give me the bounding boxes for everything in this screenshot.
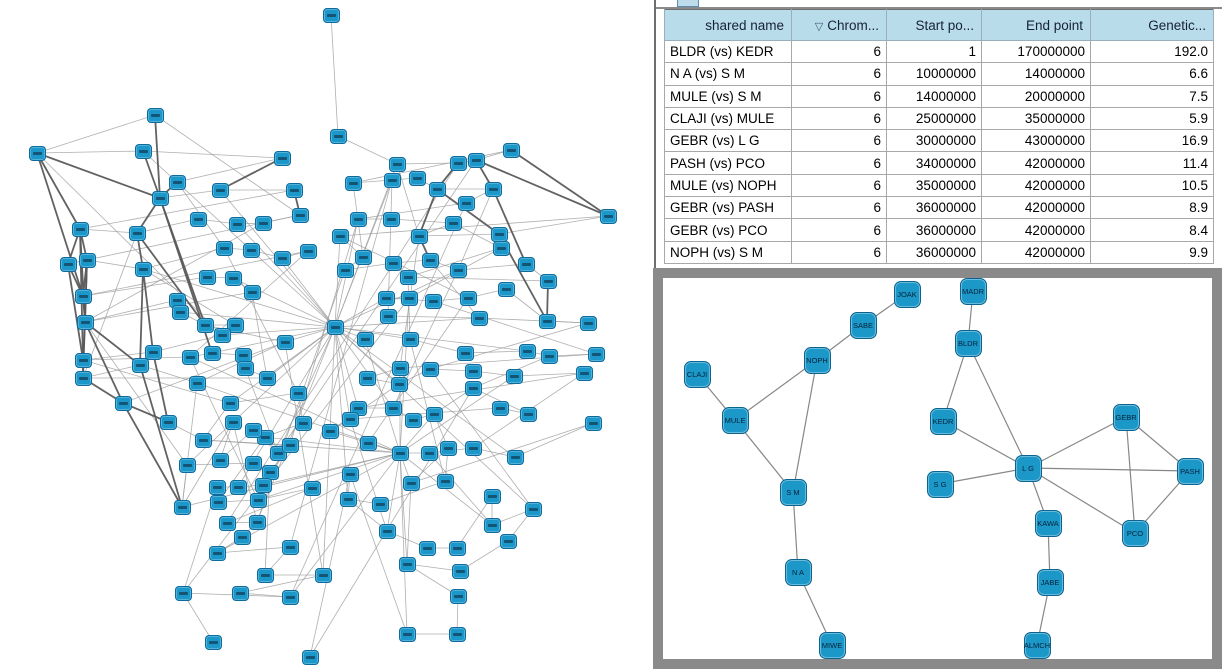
column-header-chromosome[interactable]: ▽ Chrom... xyxy=(792,10,887,41)
graph-node[interactable] xyxy=(232,586,249,601)
graph-edge xyxy=(237,224,335,327)
graph-node[interactable] xyxy=(332,229,349,244)
graph-edge xyxy=(85,300,177,322)
table-row[interactable] xyxy=(665,174,1214,196)
graph-node[interactable] xyxy=(429,182,446,197)
graph-node[interactable] xyxy=(384,173,401,188)
graph-node[interactable] xyxy=(129,226,146,241)
graph-node[interactable] xyxy=(172,305,189,320)
graph-node[interactable] xyxy=(234,530,251,545)
graph-node[interactable] xyxy=(209,480,226,495)
graph-node[interactable] xyxy=(274,251,291,266)
graph-edge xyxy=(85,322,187,465)
graph-node-pash[interactable]: PASH xyxy=(1177,458,1204,485)
table-row[interactable] xyxy=(665,41,1214,63)
graph-node[interactable] xyxy=(29,146,46,161)
graph-node[interactable] xyxy=(274,151,291,166)
cell-shared-name: NOPH (vs) S M xyxy=(665,241,792,263)
graph-node-kedr[interactable]: KEDR xyxy=(930,408,957,435)
cell-start: 14000000 xyxy=(887,85,982,107)
cell-chromosome: 6 xyxy=(792,85,887,107)
graph-node[interactable] xyxy=(498,282,515,297)
graph-node[interactable] xyxy=(392,446,409,461)
graph-node[interactable] xyxy=(175,586,192,601)
graph-node[interactable] xyxy=(380,309,397,324)
graph-node-jabe[interactable]: JABE xyxy=(1037,569,1064,596)
cell-end: 35000000 xyxy=(982,107,1091,129)
graph-node[interactable] xyxy=(492,401,509,416)
graph-node[interactable] xyxy=(460,291,477,306)
table-body xyxy=(665,41,1214,264)
graph-node[interactable] xyxy=(214,328,231,343)
graph-node[interactable] xyxy=(257,568,274,583)
graph-node[interactable] xyxy=(169,175,186,190)
graph-node[interactable] xyxy=(210,495,227,510)
graph-node[interactable] xyxy=(580,316,597,331)
panel-divider[interactable] xyxy=(654,0,656,268)
graph-edge xyxy=(37,153,222,335)
cell-chromosome: 6 xyxy=(792,41,887,63)
cell-shared-name: MULE (vs) S M xyxy=(665,85,792,107)
cell-end: 42000000 xyxy=(982,219,1091,241)
graph-node[interactable] xyxy=(449,627,466,642)
graph-node[interactable] xyxy=(205,635,222,650)
graph-node[interactable] xyxy=(244,285,261,300)
graph-edge xyxy=(331,15,338,136)
graph-node[interactable] xyxy=(290,386,307,401)
graph-node[interactable] xyxy=(411,229,428,244)
graph-node[interactable] xyxy=(588,347,605,362)
graph-node-madr[interactable]: MADR xyxy=(960,278,987,305)
graph-node[interactable] xyxy=(75,353,92,368)
cell-genetic: 6.6 xyxy=(1091,63,1214,85)
graph-node-noph[interactable]: NOPH xyxy=(804,347,831,374)
graph-node[interactable] xyxy=(440,441,457,456)
cell-shared-name: PASH (vs) PCO xyxy=(665,152,792,174)
cell-end: 42000000 xyxy=(982,174,1091,196)
graph-node-claji[interactable]: CLAJI xyxy=(684,361,711,388)
graph-node[interactable] xyxy=(506,369,523,384)
column-header-end-point[interactable]: End point xyxy=(982,10,1091,41)
graph-node-miwe[interactable]: MIWE xyxy=(819,632,846,659)
graph-node[interactable] xyxy=(391,377,408,392)
graph-edge xyxy=(429,453,492,525)
graph-node[interactable] xyxy=(115,396,132,411)
cell-genetic: 7.5 xyxy=(1091,85,1214,107)
graph-node[interactable] xyxy=(189,376,206,391)
cell-genetic: 192.0 xyxy=(1091,41,1214,63)
graph-node[interactable] xyxy=(383,212,400,227)
cell-chromosome: 6 xyxy=(792,152,887,174)
graph-node[interactable] xyxy=(541,349,558,364)
graph-edge xyxy=(388,316,479,318)
cell-shared-name: MULE (vs) NOPH xyxy=(665,174,792,196)
graph-edge xyxy=(407,483,411,564)
graph-node[interactable] xyxy=(465,441,482,456)
column-header-genetic[interactable]: Genetic... xyxy=(1091,10,1214,41)
graph-node[interactable] xyxy=(468,153,485,168)
cell-end: 20000000 xyxy=(982,85,1091,107)
graph-node[interactable] xyxy=(204,346,221,361)
edge-layer xyxy=(663,278,1212,659)
graph-edge xyxy=(177,158,282,182)
graph-node-sabe[interactable]: SABE xyxy=(850,312,877,339)
graph-node[interactable] xyxy=(445,216,462,231)
graph-node[interactable] xyxy=(400,270,417,285)
graph-node[interactable] xyxy=(145,345,162,360)
graph-node[interactable] xyxy=(152,191,169,206)
graph-node[interactable] xyxy=(491,227,508,242)
graph-node[interactable] xyxy=(212,183,229,198)
graph-node[interactable] xyxy=(485,182,502,197)
graph-node[interactable] xyxy=(576,366,593,381)
graph-node[interactable] xyxy=(342,412,359,427)
graph-node[interactable] xyxy=(507,450,524,465)
graph-node[interactable] xyxy=(409,171,426,186)
graph-edge xyxy=(143,269,153,352)
graph-node-s-g[interactable]: S G xyxy=(927,471,954,498)
graph-node[interactable] xyxy=(323,8,340,23)
graph-node[interactable] xyxy=(259,371,276,386)
graph-node[interactable] xyxy=(327,320,344,335)
graph-node[interactable] xyxy=(249,515,266,530)
graph-node[interactable] xyxy=(525,502,542,517)
cell-chromosome: 6 xyxy=(792,130,887,152)
graph-edge xyxy=(37,151,143,153)
graph-node[interactable] xyxy=(286,183,303,198)
cell-chromosome: 6 xyxy=(792,241,887,263)
graph-node[interactable] xyxy=(403,476,420,491)
subnetwork-view[interactable] xyxy=(663,278,1212,659)
graph-edge xyxy=(511,150,608,216)
graph-node[interactable] xyxy=(147,108,164,123)
graph-node[interactable] xyxy=(357,332,374,347)
graph-node[interactable] xyxy=(190,212,207,227)
graph-node[interactable] xyxy=(77,315,94,330)
cell-end: 43000000 xyxy=(982,130,1091,152)
graph-node-s-m[interactable]: S M xyxy=(780,479,807,506)
cell-start: 36000000 xyxy=(887,219,982,241)
table-tab-fragment[interactable] xyxy=(677,0,699,7)
graph-node[interactable] xyxy=(282,438,299,453)
graph-node[interactable] xyxy=(422,362,439,377)
graph-node[interactable] xyxy=(585,416,602,431)
cell-end: 14000000 xyxy=(982,63,1091,85)
cell-chromosome: 6 xyxy=(792,107,887,129)
graph-node[interactable] xyxy=(79,253,96,268)
table-row[interactable] xyxy=(665,152,1214,174)
graph-node[interactable] xyxy=(484,489,501,504)
graph-edge xyxy=(282,258,335,327)
graph-node[interactable] xyxy=(372,497,389,512)
graph-node[interactable] xyxy=(484,518,501,533)
graph-node[interactable] xyxy=(450,156,467,171)
cell-shared-name: GEBR (vs) PASH xyxy=(665,197,792,219)
graph-node[interactable] xyxy=(160,415,177,430)
graph-node[interactable] xyxy=(503,143,520,158)
graph-node[interactable] xyxy=(216,241,233,256)
graph-node[interactable] xyxy=(450,589,467,604)
graph-node[interactable] xyxy=(379,524,396,539)
graph-edge xyxy=(1126,417,1135,533)
graph-node[interactable] xyxy=(219,516,236,531)
graph-node[interactable] xyxy=(471,311,488,326)
graph-edge xyxy=(968,343,1028,468)
graph-node-bldr[interactable]: BLDR xyxy=(955,330,982,357)
graph-node[interactable] xyxy=(520,407,537,422)
graph-node[interactable] xyxy=(600,209,617,224)
filter-icon[interactable]: ▽ xyxy=(814,20,824,33)
cell-start: 36000000 xyxy=(887,241,982,263)
graph-edge xyxy=(793,360,817,492)
graph-node[interactable] xyxy=(135,262,152,277)
graph-node[interactable] xyxy=(450,263,467,278)
graph-node[interactable] xyxy=(355,250,372,265)
graph-node[interactable] xyxy=(405,413,422,428)
graph-node[interactable] xyxy=(315,568,332,583)
cell-shared-name: BLDR (vs) KEDR xyxy=(665,41,792,63)
graph-node[interactable] xyxy=(230,480,247,495)
edge-attribute-table xyxy=(664,9,1214,264)
cell-start: 35000000 xyxy=(887,174,982,196)
column-header-shared-name[interactable]: shared name xyxy=(665,10,792,41)
graph-edge xyxy=(1028,417,1126,468)
cell-shared-name: N A (vs) S M xyxy=(665,63,792,85)
table-row[interactable] xyxy=(665,241,1214,263)
graph-node[interactable] xyxy=(419,541,436,556)
graph-node[interactable] xyxy=(350,212,367,227)
cell-end: 42000000 xyxy=(982,241,1091,263)
graph-node[interactable] xyxy=(199,270,216,285)
graph-node[interactable] xyxy=(245,456,262,471)
graph-node[interactable] xyxy=(255,478,272,493)
graph-node-mule[interactable]: MULE xyxy=(722,407,749,434)
graph-node[interactable] xyxy=(282,590,299,605)
table-header-row xyxy=(665,10,1214,41)
graph-edge xyxy=(430,323,588,369)
graph-node[interactable] xyxy=(295,416,312,431)
cell-chromosome: 6 xyxy=(792,63,887,85)
graph-node[interactable] xyxy=(182,350,199,365)
graph-node[interactable] xyxy=(465,364,482,379)
graph-node[interactable] xyxy=(197,318,214,333)
graph-node[interactable] xyxy=(421,446,438,461)
graph-node[interactable] xyxy=(282,540,299,555)
graph-node[interactable] xyxy=(225,271,242,286)
graph-node[interactable] xyxy=(255,216,272,231)
graph-node[interactable] xyxy=(518,257,535,272)
graph-node[interactable] xyxy=(304,481,321,496)
graph-node[interactable] xyxy=(493,241,510,256)
cell-genetic: 11.4 xyxy=(1091,152,1214,174)
cell-chromosome: 6 xyxy=(792,174,887,196)
cell-start: 1 xyxy=(887,41,982,63)
graph-node[interactable] xyxy=(465,381,482,396)
graph-node[interactable] xyxy=(302,650,319,665)
cell-end: 170000000 xyxy=(982,41,1091,63)
cell-genetic: 16.9 xyxy=(1091,130,1214,152)
graph-node-gebr[interactable]: GEBR xyxy=(1113,404,1140,431)
graph-node[interactable] xyxy=(452,564,469,579)
graph-node[interactable] xyxy=(519,344,536,359)
graph-edge xyxy=(278,160,476,453)
cell-end: 42000000 xyxy=(982,197,1091,219)
graph-edge xyxy=(290,203,466,597)
graph-node[interactable] xyxy=(245,423,262,438)
graph-node[interactable] xyxy=(237,361,254,376)
subnetwork-panel xyxy=(653,268,1222,669)
graph-node-kawa[interactable]: KAWA xyxy=(1035,510,1062,537)
graph-node[interactable] xyxy=(209,546,226,561)
graph-node[interactable] xyxy=(135,144,152,159)
graph-node-l-g[interactable]: L G xyxy=(1015,455,1042,482)
graph-node-n-a[interactable]: N A xyxy=(785,559,812,586)
table-row[interactable] xyxy=(665,107,1214,129)
graph-node[interactable] xyxy=(401,291,418,306)
graph-edge xyxy=(140,269,143,365)
graph-node[interactable] xyxy=(402,332,419,347)
graph-node[interactable] xyxy=(292,208,309,223)
cell-start: 30000000 xyxy=(887,130,982,152)
cell-genetic: 5.9 xyxy=(1091,107,1214,129)
graph-node[interactable] xyxy=(195,433,212,448)
graph-edge xyxy=(499,216,608,234)
graph-edge xyxy=(515,423,593,457)
table-row[interactable] xyxy=(665,130,1214,152)
graph-node[interactable] xyxy=(378,291,395,306)
graph-edge xyxy=(1028,468,1190,471)
graph-node[interactable] xyxy=(385,401,402,416)
graph-node[interactable] xyxy=(322,424,339,439)
graph-edge xyxy=(465,351,527,353)
graph-node[interactable] xyxy=(330,129,347,144)
graph-node[interactable] xyxy=(458,196,475,211)
graph-node[interactable] xyxy=(345,176,362,191)
graph-node[interactable] xyxy=(212,453,229,468)
graph-node[interactable] xyxy=(229,217,246,232)
cell-end: 42000000 xyxy=(982,152,1091,174)
graph-edge xyxy=(479,318,588,323)
graph-node[interactable] xyxy=(539,314,556,329)
graph-node[interactable] xyxy=(399,627,416,642)
graph-edge xyxy=(220,158,282,190)
graph-node[interactable] xyxy=(500,534,517,549)
cell-genetic: 8.4 xyxy=(1091,219,1214,241)
cell-shared-name: GEBR (vs) L G xyxy=(665,130,792,152)
graph-edge xyxy=(217,547,290,553)
cell-genetic: 9.9 xyxy=(1091,241,1214,263)
graph-node[interactable] xyxy=(392,361,409,376)
graph-node[interactable] xyxy=(457,346,474,361)
cell-shared-name: CLAJI (vs) MULE xyxy=(665,107,792,129)
graph-node-pco[interactable]: PCO xyxy=(1122,520,1149,547)
table-row[interactable] xyxy=(665,197,1214,219)
table-row[interactable] xyxy=(665,219,1214,241)
cell-genetic: 10.5 xyxy=(1091,174,1214,196)
graph-node[interactable] xyxy=(300,244,317,259)
graph-node[interactable] xyxy=(426,407,443,422)
cell-start: 36000000 xyxy=(887,197,982,219)
graph-node[interactable] xyxy=(437,474,454,489)
cell-start: 34000000 xyxy=(887,152,982,174)
graph-node[interactable] xyxy=(449,541,466,556)
graph-node-joak[interactable]: JOAK xyxy=(894,281,921,308)
graph-node[interactable] xyxy=(72,222,89,237)
graph-node[interactable] xyxy=(385,256,402,271)
graph-node[interactable] xyxy=(75,289,92,304)
graph-node-almch[interactable]: ALMCH xyxy=(1024,632,1051,659)
graph-node[interactable] xyxy=(277,335,294,350)
graph-node[interactable] xyxy=(342,467,359,482)
graph-node[interactable] xyxy=(340,492,357,507)
cell-start: 25000000 xyxy=(887,107,982,129)
cell-start: 10000000 xyxy=(887,63,982,85)
graph-edge xyxy=(400,298,409,453)
cell-chromosome: 6 xyxy=(792,197,887,219)
table-row[interactable] xyxy=(665,85,1214,107)
graph-node[interactable] xyxy=(222,396,239,411)
graph-node[interactable] xyxy=(75,371,92,386)
graph-node[interactable] xyxy=(174,500,191,515)
graph-node[interactable] xyxy=(425,294,442,309)
graph-node[interactable] xyxy=(132,358,149,373)
graph-edge xyxy=(252,292,267,378)
cell-genetic: 8.9 xyxy=(1091,197,1214,219)
cell-chromosome: 6 xyxy=(792,219,887,241)
graph-edge xyxy=(240,575,323,593)
graph-node[interactable] xyxy=(337,263,354,278)
graph-node[interactable] xyxy=(225,415,242,430)
graph-node[interactable] xyxy=(360,436,377,451)
graph-node[interactable] xyxy=(179,458,196,473)
graph-node[interactable] xyxy=(250,493,267,508)
graph-node[interactable] xyxy=(60,257,77,272)
graph-node[interactable] xyxy=(399,557,416,572)
column-header-start-point[interactable]: Start po... xyxy=(887,10,982,41)
table-panel-top-strip xyxy=(656,0,1222,9)
table-row[interactable] xyxy=(665,63,1214,85)
graph-node[interactable] xyxy=(243,243,260,258)
graph-node[interactable] xyxy=(422,253,439,268)
graph-edge xyxy=(37,153,160,198)
cell-shared-name: GEBR (vs) PCO xyxy=(665,219,792,241)
graph-node[interactable] xyxy=(389,157,406,172)
graph-node[interactable] xyxy=(359,371,376,386)
graph-edge xyxy=(419,234,499,236)
graph-node[interactable] xyxy=(540,274,557,289)
